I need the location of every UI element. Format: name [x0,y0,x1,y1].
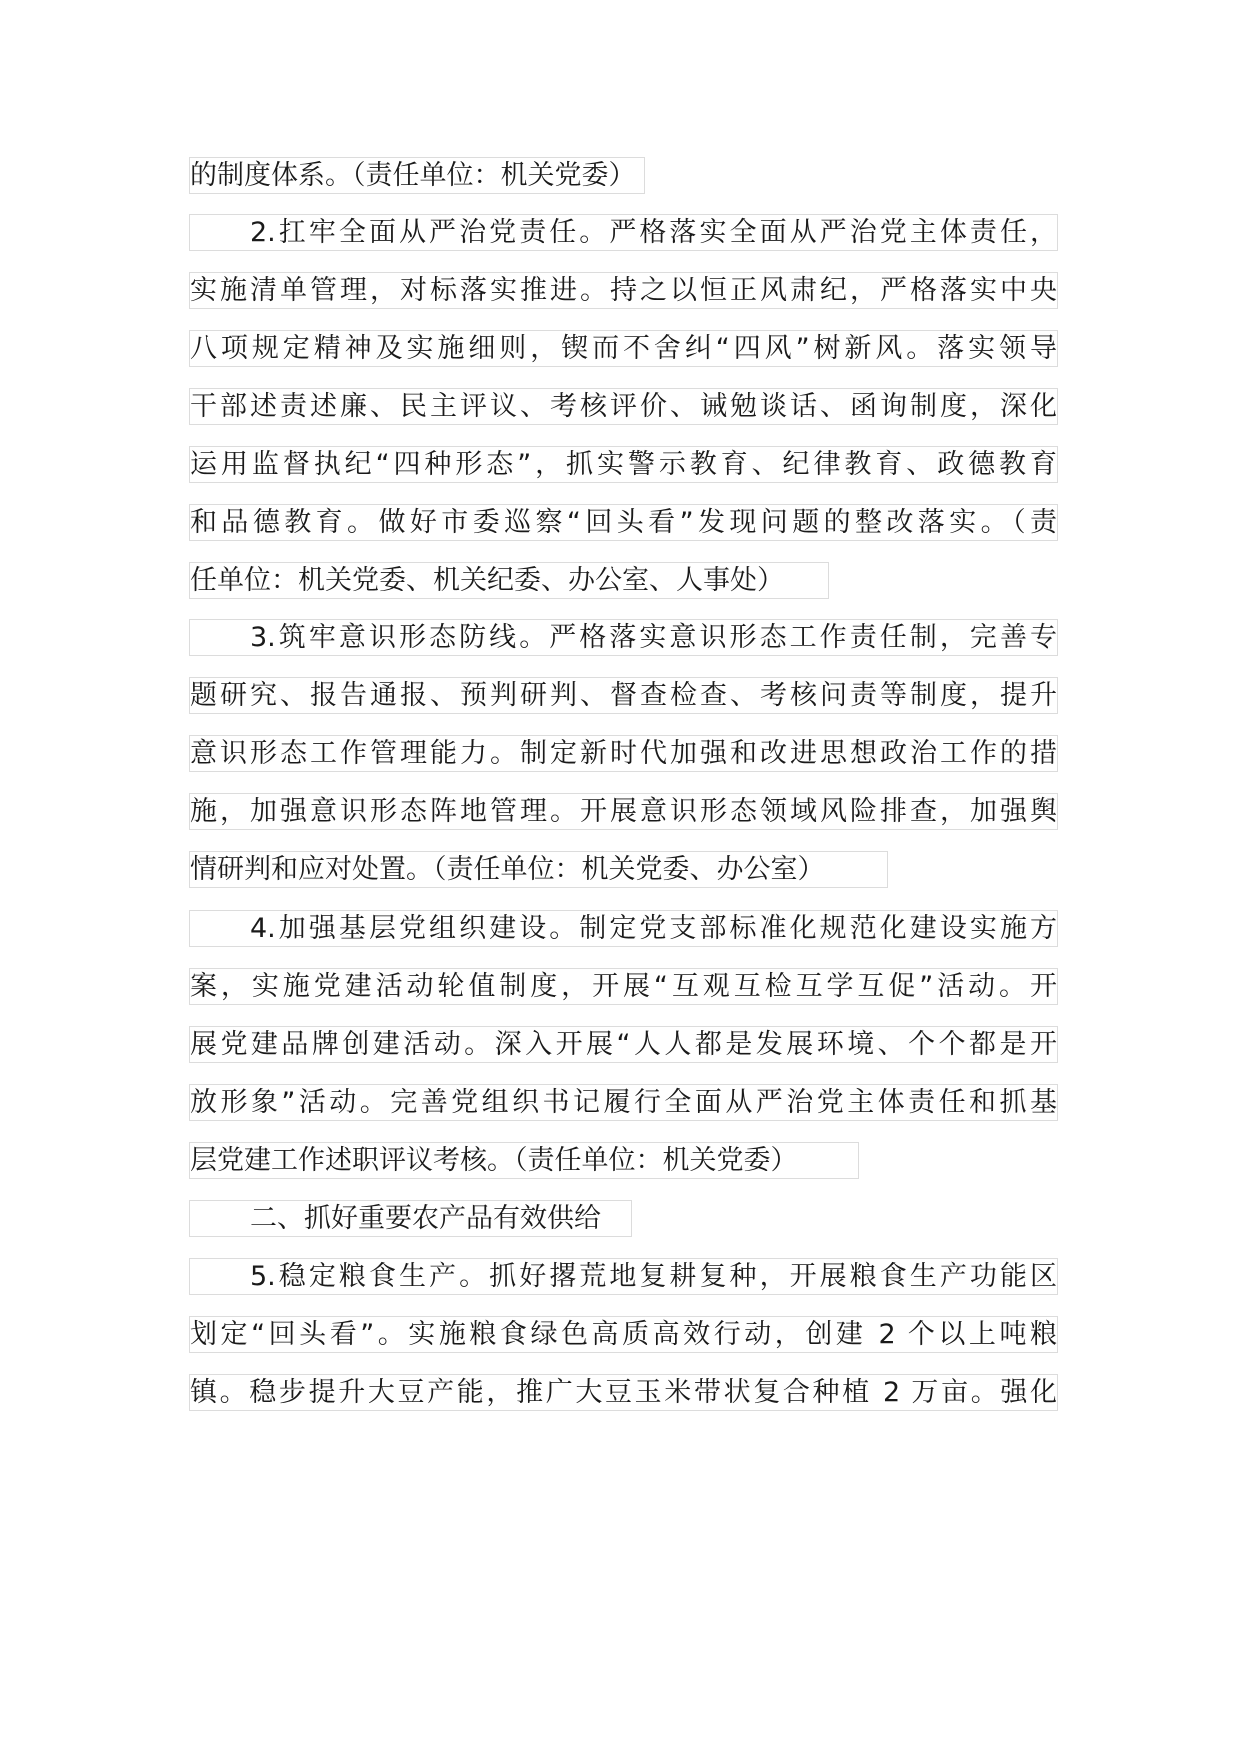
text-line-10: 题研究、报告通报、预判研判、督查检查、考核问责等制度，提升 [189,677,1058,714]
text-line-21: 划定“回头看”。实施粮食绿色高质高效行动，创建 2 个以上吨粮 [189,1316,1058,1353]
text-line-8: 任单位：机关党委、机关纪委、办公室、人事处） [189,562,829,599]
text-line-20: 5.稳定粮食生产。抓好撂荒地复耕复种，开展粮食生产功能区 [189,1258,1058,1295]
text-line-16: 展党建品牌创建活动。深入开展“人人都是发展环境、个个都是开 [189,1026,1058,1063]
text-line-1: 的制度体系。（责任单位：机关党委） [189,157,645,194]
text-line-3: 实施清单管理，对标落实推进。持之以恒正风肃纪，严格落实中央 [189,272,1058,309]
text-line-22: 镇。稳步提升大豆产能，推广大豆玉米带状复合种植 2 万亩。强化 [189,1374,1058,1411]
text-line-5: 干部述责述廉、民主评议、考核评价、诫勉谈话、函询制度，深化 [189,388,1058,425]
text-line-14: 4.加强基层党组织建设。制定党支部标准化规范化建设实施方 [189,910,1058,947]
section-heading: 二、抓好重要农产品有效供给 [189,1200,632,1237]
text-line-2: 2.扛牢全面从严治党责任。严格落实全面从严治党主体责任， [189,214,1058,251]
text-line-11: 意识形态工作管理能力。制定新时代加强和改进思想政治工作的措 [189,735,1058,772]
text-line-13: 情研判和应对处置。（责任单位：机关党委、办公室） [189,851,888,888]
text-line-9: 3.筑牢意识形态防线。严格落实意识形态工作责任制，完善专 [189,619,1058,656]
text-line-15: 案，实施党建活动轮值制度，开展“互观互检互学互促”活动。开 [189,968,1058,1005]
text-line-7: 和品德教育。做好市委巡察“回头看”发现问题的整改落实。（责 [189,504,1058,541]
text-line-4: 八项规定精神及实施细则，锲而不舍纠“四风”树新风。落实领导 [189,330,1058,367]
text-line-17: 放形象”活动。完善党组织书记履行全面从严治党主体责任和抓基 [189,1084,1058,1121]
text-line-18: 层党建工作述职评议考核。（责任单位：机关党委） [189,1142,859,1179]
text-line-6: 运用监督执纪“四种形态”，抓实警示教育、纪律教育、政德教育 [189,446,1058,483]
text-line-12: 施，加强意识形态阵地管理。开展意识形态领域风险排查，加强舆 [189,793,1058,830]
